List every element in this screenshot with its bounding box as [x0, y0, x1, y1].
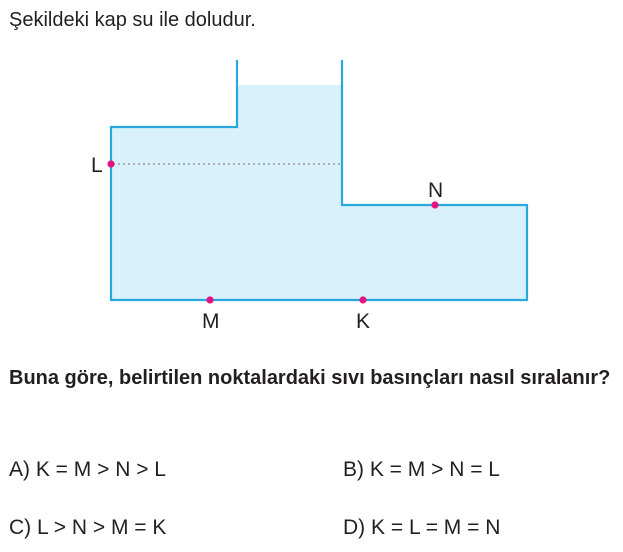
point-l-label: L — [91, 154, 103, 177]
water-fill — [111, 85, 527, 300]
point-k-label: K — [356, 310, 371, 333]
point-m-dot — [206, 296, 213, 303]
intro-text: Şekildeki kap su ile doludur. — [9, 9, 256, 31]
option-b-text: K = M > N = L — [369, 458, 500, 481]
point-n-label: N — [428, 179, 444, 202]
option-d-text: K = L = M = N — [371, 516, 501, 539]
option-c-text: L > N > M = K — [37, 516, 167, 539]
point-l-dot — [107, 160, 114, 167]
option-d-letter: D) — [343, 516, 366, 539]
option-b[interactable] — [343, 458, 500, 482]
point-k-dot — [359, 296, 366, 303]
option-a[interactable] — [9, 458, 166, 482]
option-d[interactable] — [343, 516, 500, 540]
point-n-dot — [431, 201, 438, 208]
option-b-letter: B) — [343, 458, 364, 481]
point-m-label: M — [202, 310, 220, 333]
question-text: Buna göre, belirtilen noktalardaki sıvı basınçları nasıl sıralanır? — [9, 367, 611, 389]
option-a-letter: A) — [9, 458, 30, 481]
option-c[interactable] — [9, 516, 166, 540]
option-c-letter: C) — [9, 516, 32, 539]
option-a-text: K = M > N > L — [35, 458, 166, 481]
